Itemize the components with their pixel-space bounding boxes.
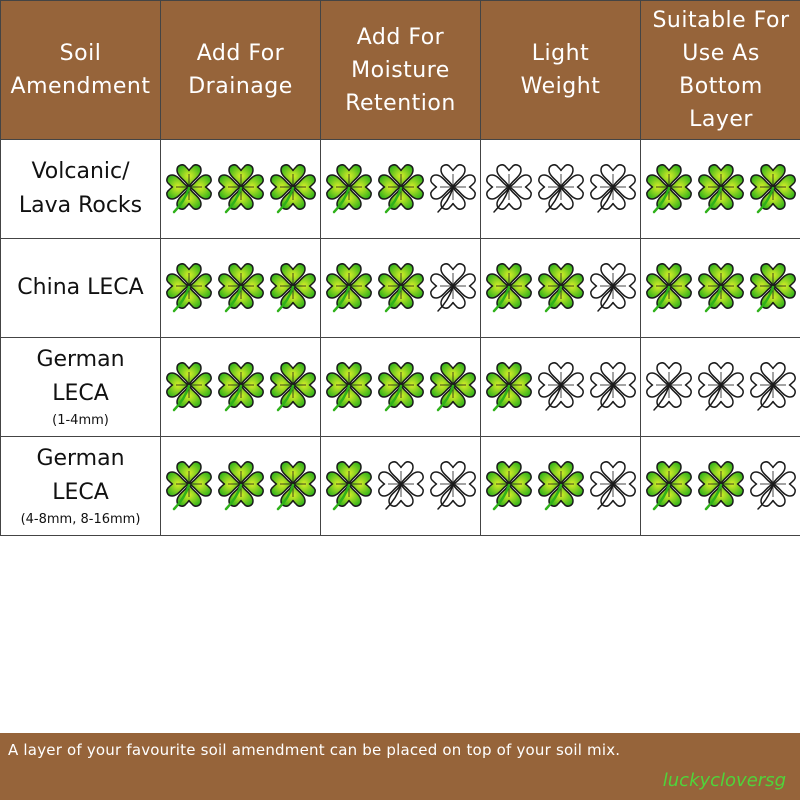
clover-empty-icon [588, 361, 638, 413]
clover-empty-icon [588, 163, 638, 215]
clover-rating [641, 262, 800, 314]
clover-rating [321, 163, 480, 215]
clover-filled-icon [268, 262, 318, 314]
row-label-size: (1-4mm) [52, 413, 109, 428]
rating-cell-moisture-retention [321, 239, 481, 338]
clover-filled-icon [216, 163, 266, 215]
clover-empty-icon [748, 361, 798, 413]
clover-rating [481, 361, 640, 413]
rating-cell-bottom-layer [641, 338, 800, 437]
clover-filled-icon [216, 262, 266, 314]
clover-filled-icon [484, 361, 534, 413]
rating-cell-drainage [161, 140, 321, 239]
clover-rating [321, 460, 480, 512]
rating-cell-moisture-retention [321, 140, 481, 239]
clover-filled-icon [644, 163, 694, 215]
table-row [1, 338, 800, 437]
clover-filled-icon [428, 361, 478, 413]
clover-rating [161, 460, 320, 512]
clover-empty-icon [428, 460, 478, 512]
clover-rating [161, 361, 320, 413]
clover-rating [481, 262, 640, 314]
clover-empty-icon [376, 460, 426, 512]
clover-empty-icon [428, 262, 478, 314]
clover-filled-icon [164, 361, 214, 413]
table-row [1, 437, 800, 536]
clover-empty-icon [748, 460, 798, 512]
row-label-name: China LECA [17, 275, 144, 300]
clover-filled-icon [696, 262, 746, 314]
clover-filled-icon [644, 460, 694, 512]
clover-empty-icon [696, 361, 746, 413]
row-label [1, 140, 161, 239]
clover-empty-icon [484, 163, 534, 215]
clover-filled-icon [324, 361, 374, 413]
clover-rating [641, 460, 800, 512]
clover-empty-icon [588, 262, 638, 314]
footer-note: A layer of your favourite soil amendment can be placed on top of your soil mix. [8, 741, 621, 759]
clover-filled-icon [644, 262, 694, 314]
rating-cell-light-weight [481, 239, 641, 338]
column-header-bottom-layer: Suitable For Use As Bottom Layer [641, 1, 800, 140]
clover-filled-icon [268, 460, 318, 512]
clover-filled-icon [376, 262, 426, 314]
column-header-drainage: Add For Drainage [161, 1, 321, 140]
rating-cell-bottom-layer [641, 239, 800, 338]
clover-filled-icon [376, 361, 426, 413]
clover-empty-icon [428, 163, 478, 215]
clover-filled-icon [748, 163, 798, 215]
row-label [1, 239, 161, 338]
rating-cell-drainage [161, 437, 321, 536]
clover-rating [321, 361, 480, 413]
clover-rating [641, 361, 800, 413]
rating-cell-bottom-layer [641, 437, 800, 536]
clover-rating [161, 163, 320, 215]
column-header-light-weight: Light Weight [481, 1, 641, 140]
clover-filled-icon [748, 262, 798, 314]
clover-rating [161, 262, 320, 314]
clover-rating [641, 163, 800, 215]
brand-signature: luckycloversg [662, 770, 786, 791]
clover-rating [481, 163, 640, 215]
clover-filled-icon [536, 460, 586, 512]
table-row [1, 140, 800, 239]
clover-filled-icon [164, 460, 214, 512]
clover-empty-icon [588, 460, 638, 512]
rating-cell-light-weight [481, 140, 641, 239]
header-row [1, 1, 800, 140]
clover-filled-icon [324, 163, 374, 215]
clover-empty-icon [536, 361, 586, 413]
footer-banner [0, 733, 800, 800]
clover-filled-icon [376, 163, 426, 215]
column-header-soil-amendment: Soil Amendment [1, 1, 161, 140]
row-label-name: German LECA [36, 446, 125, 505]
rating-cell-drainage [161, 338, 321, 437]
clover-filled-icon [324, 460, 374, 512]
rating-cell-moisture-retention [321, 437, 481, 536]
row-label-name: German LECA [36, 347, 125, 406]
clover-rating [481, 460, 640, 512]
clover-filled-icon [216, 460, 266, 512]
clover-filled-icon [216, 361, 266, 413]
rating-cell-bottom-layer [641, 140, 800, 239]
rating-cell-light-weight [481, 437, 641, 536]
row-label [1, 338, 161, 437]
clover-filled-icon [536, 262, 586, 314]
column-header-moisture-retention: Add For Moisture Retention [321, 1, 481, 140]
table-body [1, 140, 800, 536]
rating-cell-moisture-retention [321, 338, 481, 437]
row-label-name: Volcanic/ Lava Rocks [18, 159, 143, 218]
clover-empty-icon [644, 361, 694, 413]
clover-filled-icon [164, 163, 214, 215]
rating-cell-drainage [161, 239, 321, 338]
row-label-size: (4-8mm, 8-16mm) [20, 512, 141, 527]
clover-filled-icon [696, 163, 746, 215]
clover-filled-icon [484, 262, 534, 314]
clover-filled-icon [696, 460, 746, 512]
rating-cell-light-weight [481, 338, 641, 437]
clover-filled-icon [324, 262, 374, 314]
table-row [1, 239, 800, 338]
clover-filled-icon [484, 460, 534, 512]
clover-filled-icon [164, 262, 214, 314]
clover-filled-icon [268, 361, 318, 413]
clover-filled-icon [268, 163, 318, 215]
clover-empty-icon [536, 163, 586, 215]
clover-rating [321, 262, 480, 314]
row-label [1, 437, 161, 536]
